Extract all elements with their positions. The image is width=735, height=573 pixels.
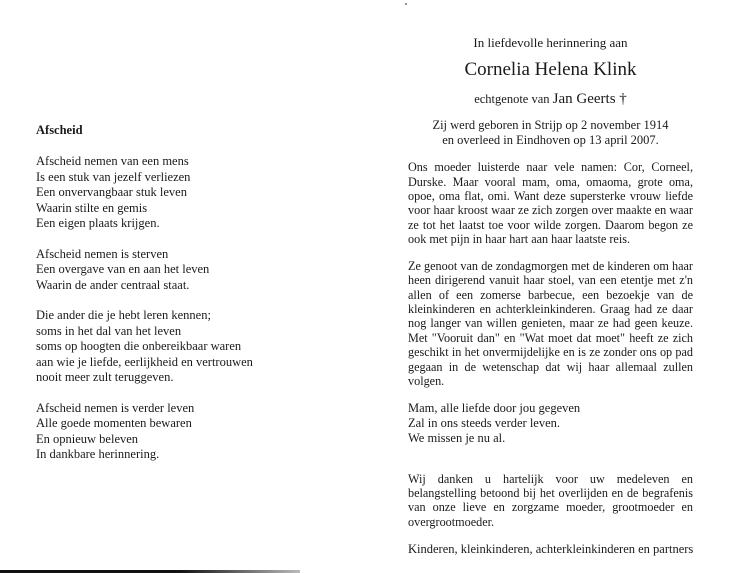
life-dates	[408, 118, 693, 148]
signoff-line: Kinderen, kleinkinderen, achterkleinkinderen en partners	[408, 542, 694, 557]
poem-section	[36, 122, 356, 478]
poem-line: Een onvervangbaar stuk leven	[36, 185, 187, 199]
intro-line: In liefdevolle herinnering aan	[473, 35, 628, 50]
spouse-line	[408, 90, 693, 108]
poem-title: Afscheid	[36, 123, 83, 137]
poem-line: nooit meer zult teruggeven.	[36, 370, 174, 384]
poem-line: Afscheid nemen is sterven	[36, 246, 169, 261]
poem-line: Is een stuk van jezelf verliezen	[36, 169, 191, 184]
poem-stanza	[36, 247, 356, 294]
poem-line: Afscheid nemen van een mens	[36, 154, 189, 168]
tribute-paragraph: Ze genoot van de zondagmorgen met de kinderen om haar heen dirigerend vanuit haar stoel, van een etentje met z'n allen of een zomerse barbecue, een bezoekje van de kleinkinderen en achterkleinkinderen. Graag had ze daar nog langer van willen genieten, maar ze had geen keuze. Met "Vooruit dan" en "Wat moet dat moet" heeft ze zich geschikt in het onvermijdelijke en is ze zonder ons op pad gegaan in de wetenschap dat wij haar allemaal zullen volgen.	[408, 258, 693, 389]
deceased-name: Cornelia Helena Klink	[464, 59, 637, 80]
closing-verse	[408, 401, 693, 446]
poem-line: aan wie je liefde, eerlijkheid en vertrouwen	[36, 354, 253, 369]
poem-stanza	[36, 308, 356, 386]
poem-line: Waarin stilte en gemis	[36, 200, 148, 215]
poem-line: Waarin de ander centraal staat.	[36, 277, 190, 292]
poem-line: Een eigen plaats krijgen.	[36, 216, 160, 230]
memorial-section	[408, 34, 693, 558]
poem-line: soms in het dal van het leven	[36, 323, 182, 338]
poem-stanza	[36, 154, 356, 232]
poem-line: In dankbare herinnering.	[36, 447, 160, 461]
scan-speck	[405, 3, 407, 5]
birth-line: Zij werd geboren in Strijp op 2 november 1914	[432, 118, 669, 132]
poem-line: Een overgave van en aan het leven	[36, 262, 210, 276]
poem-line: En opnieuw beleven	[36, 431, 139, 446]
spouse-name: Jan Geerts †	[552, 91, 627, 107]
spouse-prefix: echtgenote van	[474, 92, 550, 106]
poem-line: soms op hoogten die onbereikbaar waren	[36, 339, 242, 353]
poem-stanza	[36, 401, 356, 463]
poem-line: Die ander die je hebt leren kennen;	[36, 308, 211, 322]
tribute-paragraph: Ons moeder luisterde naar vele namen: Cor, Corneel, Durske. Maar vooral mam, oma, omaoma, grote oma, opoe, oma flat, omi. Want deze supersterke vrouw liefde voor haar kroost waar ze zich zorgen over maakte en waar ze tot het laatst toe voor wilde zorgen. Daarom begon ze ook met pijn in haar hart aan haar laatste reis.	[408, 160, 693, 247]
verse-line: We missen je nu al.	[408, 431, 506, 446]
verse-line: Zal in ons steeds verder leven.	[408, 416, 561, 431]
poem-line: Afscheid nemen is verder leven	[36, 400, 195, 415]
thanks-paragraph: Wij danken u hartelijk voor uw medeleven en belangstelling betoond bij het overlijden en de begrafenis van onze lieve en zorgzame moeder, grootmoeder en overgrootmoeder.	[408, 471, 693, 529]
verse-line: Mam, alle liefde door jou gegeven	[408, 401, 581, 416]
death-line: en overleed in Eindhoven op 13 april 2007.	[442, 133, 659, 147]
poem-line: Alle goede momenten bewaren	[36, 416, 192, 430]
